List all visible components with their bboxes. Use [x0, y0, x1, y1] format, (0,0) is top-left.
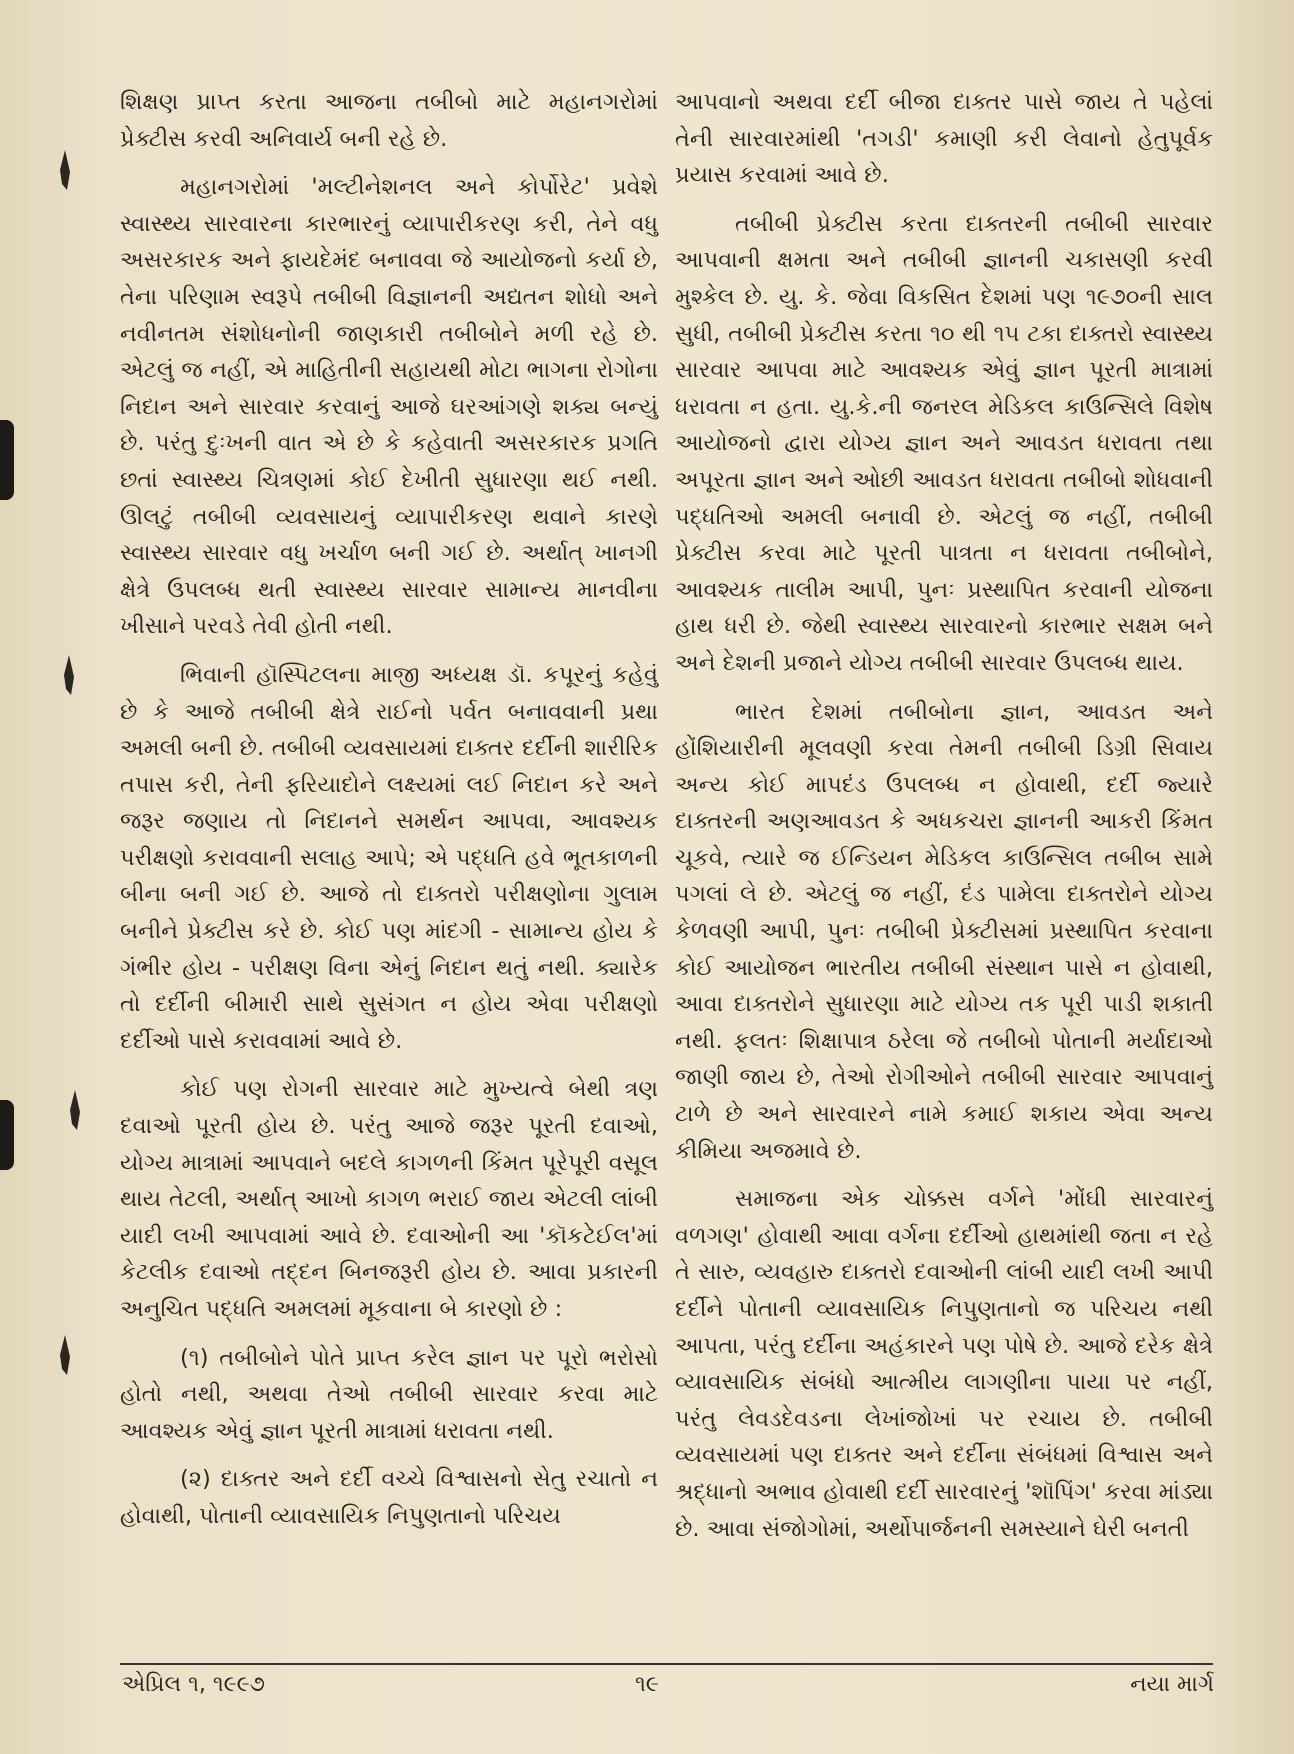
paragraph: (૨) દાક્તર અને દર્દી વચ્ચે વિશ્વાસનો સેતુ રચાતો ન હોવાથી, પોતાની વ્યાવસાયિક નિપુણતાનો પરિચય — [120, 1466, 658, 1529]
right-column — [675, 84, 1213, 1559]
paragraph: આપવાનો અથવા દર્દી બીજા દાક્તર પાસે જાય તે પહેલાં તેની સારવારમાંથી 'તગડી' કમાણી કરી લેવાનો હેતુપૂર્વક પ્રયાસ કરવામાં આવે છે. — [675, 89, 1213, 189]
punch-hole-mark — [64, 655, 74, 695]
punch-hole-mark — [60, 150, 70, 190]
magazine-name: નયા માર્ગ — [1130, 1672, 1214, 1697]
page-edge-shadow — [0, 1100, 14, 1170]
paragraph: (૧) તબીબોને પોતે પ્રાપ્ત કરેલ જ્ઞાન પર પૂરો ભરોસો હોતો નથી, અથવા તેઓ તબીબી સારવાર કરવા માટે આવશ્યક એવું જ્ઞાન પૂરતી માત્રામાં ધરાવતા નથી. — [120, 1344, 658, 1444]
punch-hole-mark — [70, 1090, 80, 1130]
left-column — [120, 84, 658, 1547]
footer-date: એપ્રિલ ૧, ૧૯૯૭ — [122, 1672, 265, 1697]
paragraph: તબીબી પ્રેક્ટીસ કરતા દાક્તરની તબીબી સારવાર આપવાની ક્ષમતા અને તબીબી જ્ઞાનની ચકાસણી કરવી મુશ્કેલ છે. યુ. કે. જેવા વિકસિત દેશમાં પણ ૧૯૭૦ની સાલ સુધી, તબીબી પ્રેક્ટીસ કરતા ૧૦ થી ૧૫ ટકા દાક્તરો સ્વાસ્થ્ય સારવાર આપવા માટે આવશ્યક એવું જ્ઞાન પૂરતી માત્રામાં ધરાવતા ન હતા. યુ.કે.ની જનરલ મેડિકલ કાઉન્સિલે વિશેષ આયોજનો દ્વારા યોગ્ય જ્ઞાન અને આવડત ધરાવતા તથા અપૂરતા જ્ઞાન અને ઓછી આવડત ધરાવતા તબીબો શોધવાની પદ્ધતિઓ અમલી બનાવી છે. એટલું જ નહીં, તબીબી પ્રેક્ટીસ કરવા માટે પૂરતી પાત્રતા ન ધરાવતા તબીબોને, આવશ્યક તાલીમ આપી, પુનઃ પ્રસ્થાપિત કરવાની યોજના હાથ ધરી છે. જેથી સ્વાસ્થ્ય સારવારનો કારભાર સક્ષમ બને અને દેશની પ્રજાને યોગ્ય તબીબી સારવાર ઉપલબ્ધ થાય. — [675, 210, 1213, 676]
paragraph: શિક્ષણ પ્રાપ્ત કરતા આજના તબીબો માટે મહાનગરોમાં પ્રેક્ટીસ કરવી અનિવાર્ય બની રહે છે. — [120, 89, 658, 152]
paragraph: સમાજના એક ચોક્કસ વર્ગને 'મોંઘી સારવારનું વળગણ' હોવાથી આવા વર્ગના દર્દીઓ હાથમાંથી જતા ન રહે તે સારુ, વ્યવહારુ દાક્તરો દવાઓની લાંબી યાદી લખી આપી દર્દીને પોતાની વ્યાવસાયિક નિપુણતાનો જ પરિચય નથી આપતા, પરંતુ દર્દીના અહંકારને પણ પોષે છે. આજે દરેક ક્ષેત્રે વ્યાવસાયિક સંબંધો આત્મીય લાગણીના પાયા પર નહીં, પરંતુ લેવડદેવડના લેખાંજોખાં પર રચાય છે. તબીબી વ્યવસાયમાં પણ દાક્તર અને દર્દીના સંબંધમાં વિશ્વાસ અને શ્રદ્ધાનો અભાવ હોવાથી દર્દી સારવારનું 'શૉપિંગ' કરવા માંડ્યા છે. આવા સંજોગોમાં, અર્થોપાર્જનની સમસ્યાને ઘેરી બનતી — [675, 1186, 1213, 1542]
page-number: ૧૯ — [635, 1672, 659, 1697]
paragraph: કોઈ પણ રોગની સારવાર માટે મુખ્યત્વે બેથી ત્રણ દવાઓ પૂરતી હોય છે. પરંતુ આજે જરૂર પૂરતી દવાઓ, યોગ્ય માત્રામાં આપવાને બદલે કાગળની કિંમત પૂરેપૂરી વસૂલ થાય તેટલી, અર્થાત્ આખો કાગળ ભરાઈ જાય એટલી લાંબી યાદી લખી આપવામાં આવે છે. દવાઓની આ 'કૉકટેઈલ'માં કેટલીક દવાઓ તદ્દન બિનજરૂરી હોય છે. આવા પ્રકારની અનુચિત પદ્ધતિ અમલમાં મૂકવાના બે કારણો છે : — [120, 1076, 658, 1322]
punch-hole-mark — [60, 1335, 70, 1375]
page-edge-shadow — [0, 420, 14, 500]
paragraph: મહાનગરોમાં 'મલ્ટીનેશનલ અને કોર્પોરેટ' પ્રવેશે સ્વાસ્થ્ય સારવારના કારભારનું વ્યાપારીકરણ કરી, તેને વધુ અસરકારક અને ફાયદેમંદ બનાવવા જે આયોજનો કર્યા છે, તેના પરિણામ સ્વરૂપે તબીબી વિજ્ઞાનની અદ્યતન શોધો અને નવીનતમ સંશોધનોની જાણકારી તબીબોને મળી રહે છે. એટલું જ નહીં, એ માહિતીની સહાયથી મોટા ભાગના રોગોના નિદાન અને સારવાર કરવાનું આજે ઘરઆંગણે શક્ય બન્યું છે. પરંતુ દુઃખની વાત એ છે કે કહેવાતી અસરકારક પ્રગતિ છતાં સ્વાસ્થ્ય ચિત્રણમાં કોઈ દેખીતી સુધારણા થઈ નથી. ઊલટું તબીબી વ્યવસાયનું વ્યાપારીકરણ થવાને કારણે સ્વાસ્થ્ય સારવાર વધુ ખર્ચાળ બની ગઈ છે. અર્થાત્ ખાનગી ક્ષેત્રે ઉપલબ્ધ થતી સ્વાસ્થ્ય સારવાર સામાન્ય માનવીના ખીસાને પરવડે તેવી હોતી નથી. — [120, 174, 658, 640]
paragraph: ભારત દેશમાં તબીબોના જ્ઞાન, આવડત અને હોંશિયારીની મૂલવણી કરવા તેમની તબીબી ડિગ્રી સિવાય અન્ય કોઈ માપદંડ ઉપલબ્ધ ન હોવાથી, દર્દી જ્યારે દાક્તરની અણઆવડત કે અધકચરા જ્ઞાનની આકરી કિંમત ચૂકવે, ત્યારે જ ઈન્ડિયન મેડિકલ કાઉન્સિલ તબીબ સામે પગલાં લે છે. એટલું જ નહીં, દંડ પામેલા દાક્તરોને યોગ્ય કેળવણી આપી, પુનઃ તબીબી પ્રેક્ટીસમાં પ્રસ્થાપિત કરવાના કોઈ આયોજન ભારતીય તબીબી સંસ્થાન પાસે ન હોવાથી, આવા દાક્તરોને સુધારણા માટે યોગ્ય તક પૂરી પાડી શકાતી નથી. ફલતઃ શિક્ષાપાત્ર ઠરેલા જે તબીબો પોતાની મર્યાદાઓ જાણી જાય છે, તેઓ રોગીઓને તબીબી સારવાર આપવાનું ટાળે છે અને સારવારને નામે કમાઈ શકાય એવા અન્ય કીમિયા અજમાવે છે. — [675, 698, 1213, 1164]
paragraph: ભિવાની હૉસ્પિટલના માજી અધ્યક્ષ ડૉ. કપૂરનું કહેવું છે કે આજે તબીબી ક્ષેત્રે રાઈનો પર્વત બનાવવાની પ્રથા અમલી બની છે. તબીબી વ્યવસાયમાં દાક્તર દર્દીની શારીરિક તપાસ કરી, તેની ફરિયાદોને લક્ષ્યમાં લઈ નિદાન કરે અને જરૂર જણાય તો નિદાનને સમર્થન આપવા, આવશ્યક પરીક્ષણો કરાવવાની સલાહ આપે; એ પદ્ધતિ હવે ભૂતકાળની બીના બની ગઈ છે. આજે તો દાક્તરો પરીક્ષણોના ગુલામ બનીને પ્રેક્ટીસ કરે છે. કોઈ પણ માંદગી - સામાન્ય હોય કે ગંભીર હોય - પરીક્ષણ વિના એનું નિદાન થતું નથી. ક્યારેક તો દર્દીની બીમારી સાથે સુસંગત ન હોય એવા પરીક્ષણો દર્દીઓ પાસે કરાવવામાં આવે છે. — [120, 661, 658, 1054]
footer-rule — [120, 1663, 1213, 1665]
